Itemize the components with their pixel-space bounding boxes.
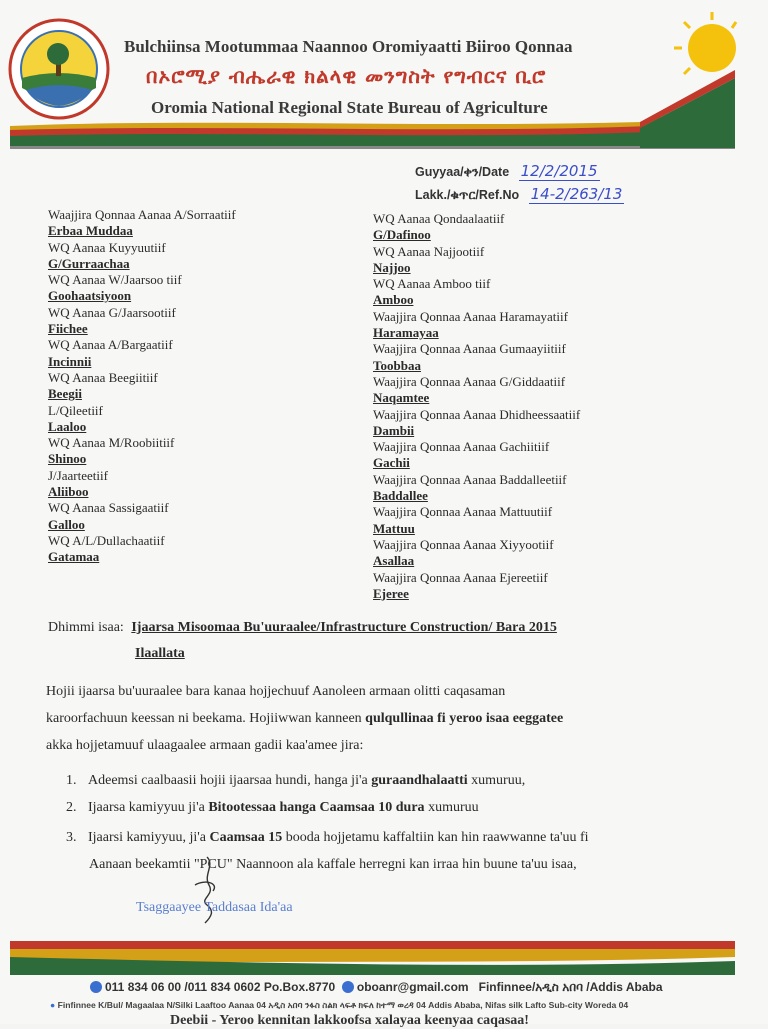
recipient-office: WQ A/L/Dullachaatiif (48, 532, 165, 548)
list-text: Ijaarsa kamiyyuu ji'a (88, 800, 209, 815)
footer-contact (90, 980, 663, 995)
list-text: xumuruu (424, 800, 479, 815)
recipient-office: WQ Aanaa M/Roobiitiif (48, 435, 175, 451)
recipient-office: WQ Aanaa Qondaalaatiif (373, 211, 505, 226)
recipient-office: Waajjira Qonnaa Aanaa Mattuutiif (373, 504, 553, 520)
list-number: 2. (66, 800, 77, 815)
recipient-office: Waajjira Qonnaa Aanaa Haramayatiif (373, 308, 568, 324)
subject-text-continued: Ilaallata (135, 646, 185, 661)
date-value: 12/2/2015 (520, 162, 598, 180)
recipient-zone-heading: Gachii (373, 455, 410, 471)
recipient-zone-heading: Shinoo (48, 451, 87, 467)
date-row (415, 162, 600, 180)
signer-name: Tsaggaayee Taddasaa Ida'aa (136, 900, 293, 915)
subject-line (48, 620, 557, 636)
recipient-office: WQ Aanaa Sassigaatiif (48, 500, 169, 516)
date-label: Guyyaa/ቀን/Date (415, 165, 510, 179)
recipient-zone-heading: Baddallee (373, 488, 428, 504)
recipient-office: WQ Aanaa G/Jaarsootiif (48, 304, 176, 320)
recipient-office: J/Jaarteetiif (48, 467, 108, 483)
recipient-office: WQ Aanaa A/Bargaatiif (48, 337, 173, 353)
list-text: Adeemsi caalbaasii hojii ijaarsaa hundi, hanga ji'a (88, 773, 372, 788)
recipient-zone-heading: Dambii (373, 422, 415, 438)
recipient-office: WQ Aanaa W/Jaarsoo tiif (48, 272, 182, 288)
subject-label: Dhimmi isaa: (48, 620, 124, 635)
footer-banner (0, 935, 768, 975)
body-paragraph-line-2 (46, 711, 563, 727)
recipient-office: Waajjira Qonnaa Aanaa Ejereetiif (373, 569, 548, 585)
recipient-zone-heading: Amboo (373, 292, 414, 308)
recipient-office: Waajjira Qonnaa Aanaa A/Sorraatiif (48, 207, 236, 222)
list-emphasis: Bitootessaa hanga Caamsaa 10 dura (208, 800, 425, 815)
recipient-office: L/Qileetiif (48, 402, 103, 418)
address-text: Finfinnee K/Bul/ Magaalaa N/Silki Laaftoo Aanaa 04 አዲስ አበባ ንፋስ ስልክ ላፍቶ ክፍለ ከተማ ወረዳ 04 Addis Ababa, Nifas silk Lafto Sub-city Woreda 04 (57, 1000, 629, 1010)
contact-text: 011 834 06 00 /011 834 0602 Po.Box.8770 (105, 980, 336, 994)
org-name-english: Oromia National Regional State Bureau of Agriculture (151, 98, 548, 117)
list-item (66, 773, 525, 789)
recipient-office: Waajjira Qonnaa Aanaa Baddalleetiif (373, 471, 567, 487)
email-text: oboanr@gmail.com (356, 980, 469, 994)
body-paragraph-line-3: akka hojjetamuuf ulaagaalee armaan gadii kaa'amee jira: (46, 738, 364, 753)
ref-value: 14-2/263/13 (530, 185, 623, 203)
location-pin-icon: ● (50, 1000, 56, 1010)
ref-row (415, 185, 624, 203)
subject-text: Ijaarsa Misoomaa Bu'uuraalee/Infrastructure Construction/ Bara 2015 (131, 620, 557, 635)
recipient-zone-heading: Ejeree (373, 585, 409, 601)
recipient-office: Waajjira Qonnaa Aanaa Xiyyootiif (373, 536, 554, 552)
recipient-office: WQ Aanaa Amboo tiif (373, 276, 491, 292)
list-item (66, 830, 589, 846)
recipients-right-column (373, 211, 580, 602)
recipient-office: WQ Aanaa Kuyyuutiif (48, 239, 166, 255)
list-emphasis: guraandhalaatti (371, 773, 468, 788)
recipient-office: WQ Aanaa Najjootiif (373, 243, 485, 259)
recipient-office: Waajjira Qonnaa Aanaa Gumaayiitiif (373, 341, 566, 357)
recipient-zone-heading: Gatamaa (48, 549, 100, 565)
body-text: karoorfachuun keessan ni beekama. Hojiiwwan kanneen (46, 711, 362, 726)
recipient-zone-heading: G/Gurraachaa (48, 255, 130, 271)
body-paragraph-line-1: Hojii ijaarsa bu'uuraalee bara kanaa hojjechuuf Aanoleen armaan olitti caqasaman (46, 684, 506, 699)
recipient-zone-heading: Goohaatsiyoon (48, 288, 132, 304)
recipient-zone-heading: Naqamtee (373, 390, 430, 406)
footer-reply-note: Deebii - Yeroo kennitan lakkoofsa xalayaa keenyaa caqasaa! (170, 1013, 529, 1028)
recipient-zone-heading: Mattuu (373, 520, 415, 536)
recipient-office: Waajjira Qonnaa Aanaa Dhidheessaatiif (373, 406, 581, 422)
recipient-zone-heading: Aliiboo (48, 484, 89, 500)
list-number: 1. (66, 773, 77, 788)
recipient-zone-heading: Fiichee (48, 321, 88, 337)
recipient-zone-heading: Incinnii (48, 353, 92, 369)
recipient-zone-heading: Toobbaa (373, 357, 421, 373)
recipients-left-column (48, 207, 236, 566)
phone-icon (90, 981, 102, 993)
list-number: 3. (66, 830, 77, 845)
recipient-zone-heading: Galloo (48, 516, 85, 532)
recipient-zone-heading: Erbaa Muddaa (48, 223, 133, 239)
list-text: xumuruu, (467, 773, 526, 788)
list-item-3-continued: Aanaan beekamtii "PCU" Naannoon ala kaffale herregni kan irraa hin buune ta'uu isaa, (89, 857, 577, 872)
recipient-office: WQ Aanaa Beegiitiif (48, 369, 158, 385)
org-name-amharic: በኦሮሚያ ብሔራዊ ክልላዊ መንግስት የግብርና ቢሮ (146, 64, 547, 88)
recipient-zone-heading: Haramayaa (373, 325, 439, 341)
org-name-oromo: Bulchiinsa Mootummaa Naannoo Oromiyaatti Biiroo Qonnaa (124, 37, 573, 56)
ref-label: Lakk./ቁጥር/Ref.No (415, 188, 520, 202)
recipient-zone-heading: Beegii (48, 386, 82, 402)
city-text: Finfinnee/አዲስ አበባ /Addis Ababa (478, 980, 663, 994)
body-emphasis: qulqullinaa fi yeroo isaa eeggatee (365, 711, 564, 726)
recipient-zone-heading: Asallaa (373, 553, 415, 569)
list-text: booda hojjetamu kaffaltiin kan hin raawwanne ta'uu fi (282, 830, 589, 845)
bureau-logo (8, 18, 110, 120)
recipient-zone-heading: Laaloo (48, 418, 87, 434)
recipient-office: Waajjira Qonnaa Aanaa G/Giddaatiif (373, 373, 566, 389)
list-text: Ijaarsi kamiyyuu, ji'a (88, 830, 210, 845)
footer-address (50, 1000, 628, 1011)
list-item (66, 800, 479, 816)
recipient-office: Waajjira Qonnaa Aanaa Gachiitiif (373, 439, 550, 455)
recipient-zone-heading: G/Dafinoo (373, 227, 431, 243)
sun-emblem (640, 8, 740, 148)
email-icon (342, 981, 354, 993)
recipient-zone-heading: Najjoo (373, 259, 411, 275)
list-emphasis: Caamsaa 15 (209, 830, 283, 845)
